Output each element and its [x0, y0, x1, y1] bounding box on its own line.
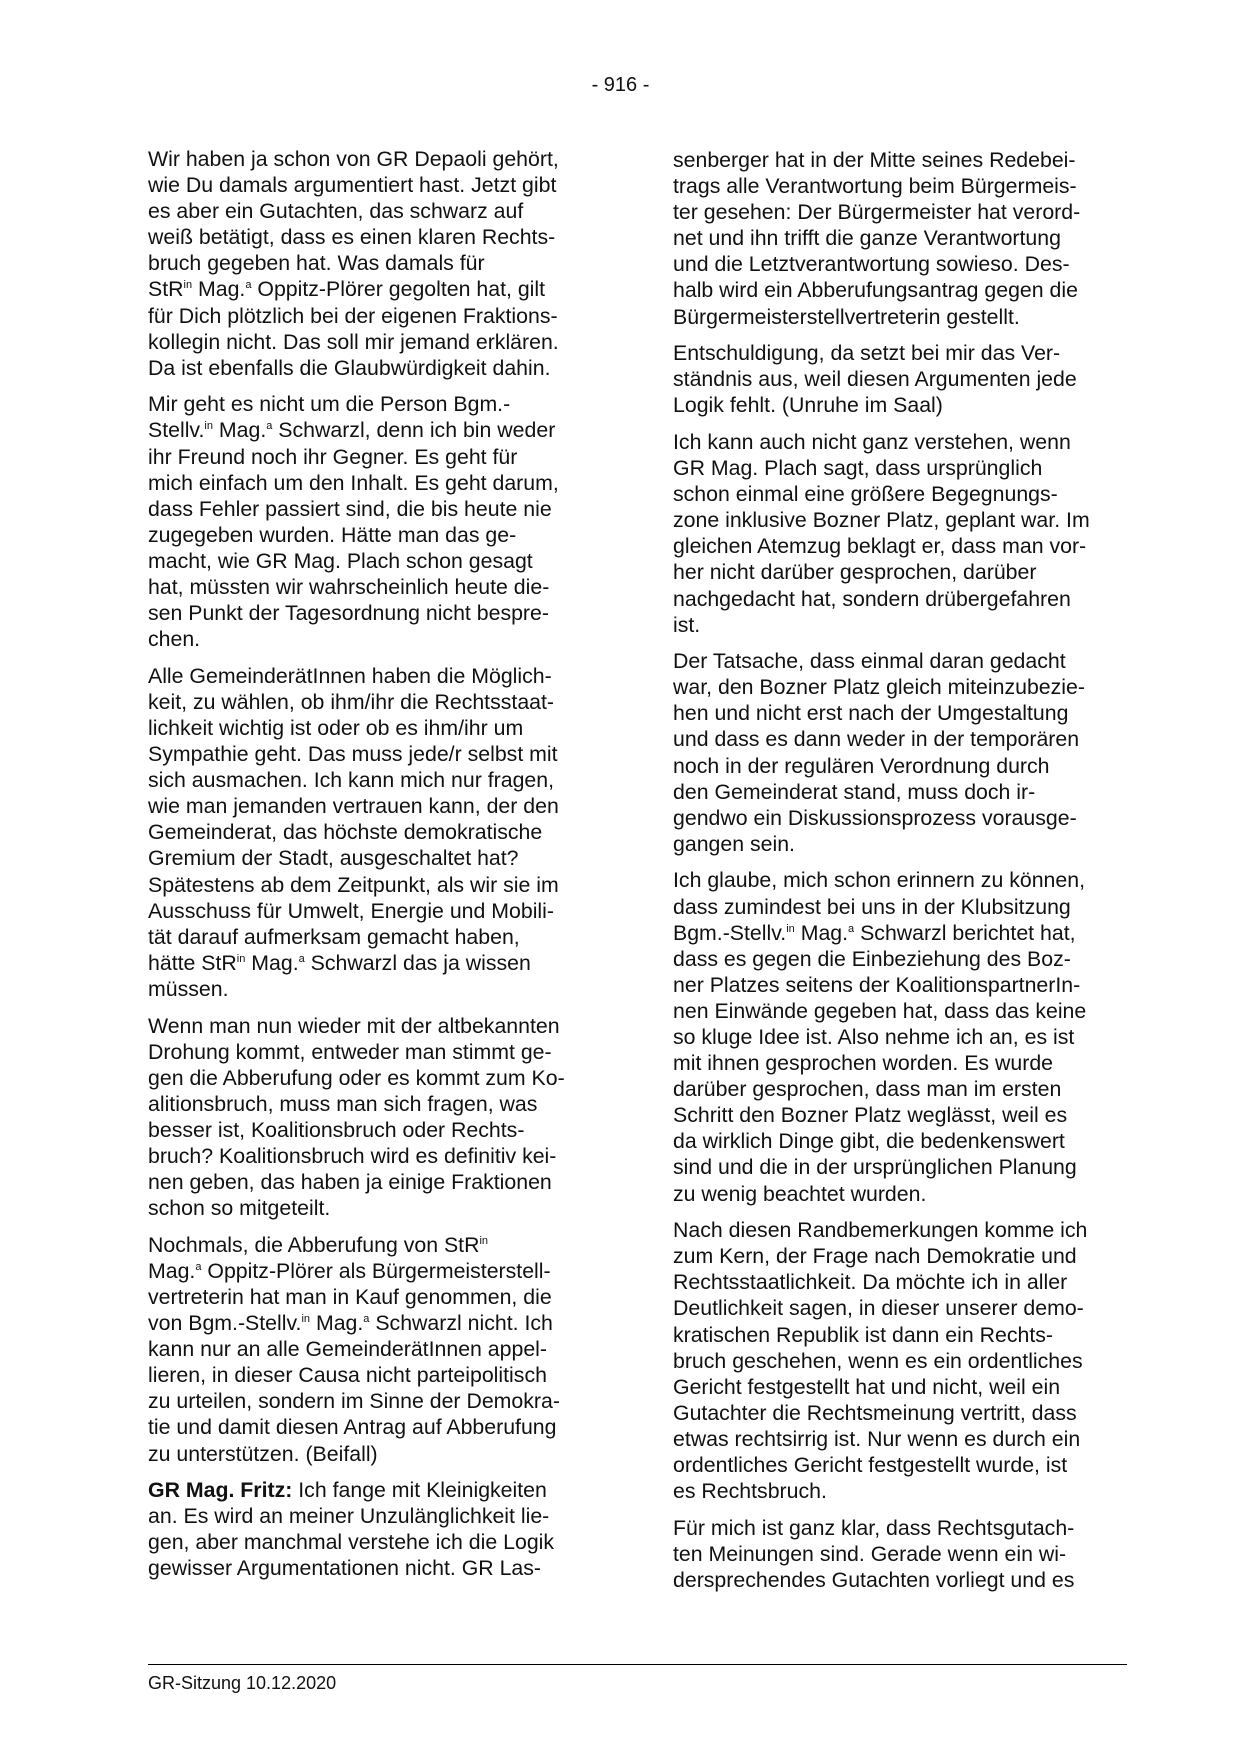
- text-line: keit, zu wählen, ob ihm/ihr die Rechtsstaat-: [148, 689, 555, 714]
- text-line: kollegin nicht. Das soll mir jemand erklären.: [148, 329, 559, 354]
- text-line: sind und die in der ursprünglichen Planung: [673, 1155, 1077, 1180]
- text-line: bruch geschehen, wenn es ein ordentliches: [673, 1348, 1083, 1373]
- text-line: nachgedacht hat, sondern drübergefahren: [673, 586, 1071, 611]
- text-line: ist.: [673, 612, 701, 637]
- text-line: zum Kern, der Frage nach Demokratie und: [673, 1244, 1077, 1269]
- text-line: Gericht festgestellt hat und nicht, weil ein: [673, 1374, 1061, 1399]
- text-line: da wirklich Dinge gibt, die bedenkenswert: [673, 1129, 1065, 1154]
- paragraph: [148, 1477, 600, 1581]
- text-line: dass Fehler passiert sind, die bis heute nie: [148, 496, 552, 521]
- text-line: Wir haben ja schon von GR Depaoli gehört,: [148, 147, 559, 171]
- text-line: Gremium der Stadt, ausgeschaltet hat?: [148, 846, 519, 871]
- text-line: wie man jemanden vertrauen kann, der den: [148, 794, 559, 819]
- paragraph: [148, 1013, 600, 1222]
- text-line: für Dich plötzlich bei der eigenen Fraktions-: [148, 303, 558, 328]
- text-line: Schritt den Bozner Platz weglässt, weil es: [673, 1103, 1068, 1128]
- text-line: Der Tatsache, dass einmal daran gedacht: [673, 649, 1066, 674]
- right-column: [673, 147, 1125, 1603]
- text-line: net und ihn trifft die ganze Verantwortung: [673, 226, 1061, 251]
- text-line: lichkeit wichtig ist oder ob es ihm/ihr um: [148, 715, 524, 740]
- text-line: halb wird ein Abberufungsantrag gegen die: [673, 278, 1078, 303]
- text-line: weiß betätigt, dass es einen klaren Rechts-: [148, 225, 556, 250]
- text-line: schon so mitgeteilt.: [148, 1196, 331, 1221]
- text-line: zu wenig beachtet wurden.: [673, 1181, 927, 1206]
- paragraph: [673, 147, 1125, 330]
- text-line: darüber gesprochen, dass man im ersten: [673, 1077, 1062, 1102]
- paragraph: [673, 1217, 1125, 1504]
- text-line: gewisser Argumentationen nicht. GR Las-: [148, 1556, 542, 1581]
- text-line: besser ist, Koalitionsbruch oder Rechts-: [148, 1117, 525, 1142]
- text-line: war, den Bozner Platz gleich miteinzubezie-: [673, 675, 1085, 700]
- text-line: Gemeinderat, das höchste demokratische: [148, 820, 543, 845]
- text-line: Mir geht es nicht um die Person Bgm.-: [148, 392, 511, 417]
- paragraph: [148, 391, 600, 652]
- text-line: gangen sein.: [673, 831, 795, 856]
- text-line: Ich kann auch nicht ganz verstehen, wenn: [673, 429, 1071, 454]
- text-line: Nochmals, die Abberufung von StR$^{in}$: [148, 1232, 489, 1257]
- text-line: und die Letztverantwortung sowieso. Des-: [673, 252, 1070, 277]
- text-line: ihr Freund noch ihr Gegner. Es geht für: [148, 444, 518, 469]
- text-line: mit ihnen gesprochen worden. Es wurde: [673, 1051, 1054, 1076]
- text-line: hätte StR$^{in}$ Mag.$^a$ Schwarzl das ja wissen: [148, 950, 531, 975]
- text-line: zu urteilen, sondern im Sinne der Demokra-: [148, 1389, 560, 1414]
- text-line: hat, müssten wir wahrscheinlich heute die-: [148, 575, 550, 599]
- text-line: Gutachter die Rechtsmeinung vertritt, dass: [673, 1400, 1077, 1425]
- text-line: Rechtsstaatlichkeit. Da möchte ich in aller: [673, 1270, 1068, 1295]
- text-line: Mag.$^a$ Oppitz-Plörer als Bürgermeisterstell-: [148, 1258, 551, 1283]
- text-line: Entschuldigung, da setzt bei mir das Ver-: [673, 341, 1061, 366]
- text-line: es aber ein Gutachten, das schwarz auf: [148, 199, 524, 224]
- text-line: Ausschuss für Umwelt, Energie und Mobili-: [148, 898, 554, 923]
- left-column: [148, 146, 600, 1592]
- text-line: vertreterin hat man in Kauf genommen, die: [148, 1284, 552, 1309]
- text-line: Wenn man nun wieder mit der altbekannten: [148, 1013, 560, 1038]
- text-line: macht, wie GR Mag. Plach schon gesagt: [148, 548, 533, 573]
- paragraph: [673, 429, 1125, 638]
- text-line: Bgm.-Stellv.$^{in}$ Mag.$^a$ Schwarzl berichtet hat,: [673, 920, 1076, 945]
- text-line: noch in der regulären Verordnung durch: [673, 753, 1050, 778]
- text-line: senberger hat in der Mitte seines Redebei-: [673, 148, 1076, 172]
- text-line: sich ausmachen. Ich kann mich nur fragen,: [148, 768, 555, 793]
- text-line: von Bgm.-Stellv.$^{in}$ Mag.$^a$ Schwarzl nicht. Ich: [148, 1311, 553, 1336]
- text-line: schon einmal eine größere Begegnungs-: [673, 482, 1058, 507]
- paragraph: [148, 146, 600, 381]
- text-line: ständnis aus, weil diesen Argumenten jede: [673, 367, 1077, 392]
- text-line: dass zumindest bei uns in der Klubsitzung: [673, 894, 1071, 919]
- text-line: StR$^{in}$ Mag.$^a$ Oppitz-Plörer gegolten hat, gilt: [148, 277, 546, 302]
- text-line: Für mich ist ganz klar, dass Rechtsgutach-: [673, 1515, 1075, 1540]
- text-line: sen Punkt der Tagesordnung nicht bespre-: [148, 601, 549, 626]
- text-line: bruch? Koalitionsbruch wird es definitiv kei-: [148, 1143, 557, 1168]
- paragraph: [673, 340, 1125, 418]
- text-line: kann nur an alle GemeinderätInnen appel-: [148, 1337, 547, 1362]
- text-line: lieren, in dieser Causa nicht parteipolitisch: [148, 1363, 547, 1388]
- text-line: Alle GemeinderätInnen haben die Möglich-: [148, 663, 552, 688]
- text-line: Stellv.$^{in}$ Mag.$^a$ Schwarzl, denn ich bin weder: [148, 418, 556, 443]
- text-line: trags alle Verantwortung beim Bürgermeis-: [673, 174, 1077, 199]
- text-line: tät darauf aufmerksam gemacht haben,: [148, 924, 520, 949]
- text-line: Deutlichkeit sagen, in dieser unserer demo-: [673, 1296, 1084, 1321]
- text-line: Ich glaube, mich schon erinnern zu können,: [673, 868, 1085, 893]
- text-line: Spätestens ab dem Zeitpunkt, als wir sie im: [148, 872, 559, 897]
- text-line: ter gesehen: Der Bürgermeister hat verord-: [673, 200, 1081, 225]
- text-line: müssen.: [148, 976, 229, 1001]
- text-line: gen die Abberufung oder es kommt zum Ko-: [148, 1065, 565, 1090]
- text-line: an. Es wird an meiner Unzulänglichkeit lie-: [148, 1504, 550, 1529]
- paragraph: [673, 648, 1125, 857]
- text-line: dersprechendes Gutachten vorliegt und es: [673, 1567, 1075, 1592]
- text-line: ner Platzes seitens der KoalitionspartnerIn-: [673, 972, 1081, 997]
- text-line: etwas rechtsirrig ist. Nur wenn es durch ein: [673, 1426, 1081, 1451]
- paragraph: [148, 663, 600, 1002]
- text-line: ordentliches Gericht festgestellt wurde, ist: [673, 1453, 1068, 1477]
- text-line: Bürgermeisterstellvertreterin gestellt.: [673, 304, 1020, 329]
- text-line: dass es gegen die Einbeziehung des Boz-: [673, 946, 1071, 971]
- text-line: und dass es dann weder in der temporären: [673, 727, 1080, 752]
- text-line: Drohung kommt, entweder man stimmt ge-: [148, 1039, 552, 1064]
- text-line: Nach diesen Randbemerkungen komme ich: [673, 1218, 1088, 1243]
- text-line: zu unterstützen. (Beifall): [148, 1441, 378, 1466]
- text-line: alitionsbruch, muss man sich fragen, was: [148, 1091, 538, 1116]
- text-line: zone inklusive Bozner Platz, geplant war. Im: [673, 508, 1090, 533]
- text-line: tie und damit diesen Antrag auf Abberufung: [148, 1415, 557, 1440]
- text-line: Sympathie geht. Das muss jede/r selbst mit: [148, 742, 558, 767]
- paragraph: [148, 1232, 600, 1467]
- page-number: - 916 -: [591, 74, 650, 96]
- footer-session-date: GR-Sitzung 10.12.2020: [148, 1673, 337, 1693]
- text-line: GR Mag. Fritz: Ich fange mit Kleinigkeiten: [148, 1478, 547, 1503]
- text-line: nen Einwände gegeben hat, dass das keine: [673, 998, 1087, 1023]
- text-line: mich einfach um den Inhalt. Es geht darum,: [148, 470, 559, 495]
- text-line: chen.: [148, 627, 201, 652]
- text-line: den Gemeinderat stand, muss doch ir-: [673, 779, 1036, 804]
- text-line: zugegeben wurden. Hätte man das ge-: [148, 522, 517, 547]
- text-line: hen und nicht erst nach der Umgestaltung: [673, 701, 1069, 726]
- text-line: wie Du damals argumentiert hast. Jetzt gibt: [148, 173, 557, 198]
- text-line: Da ist ebenfalls die Glaubwürdigkeit dahin.: [148, 355, 551, 380]
- text-line: so kluge Idee ist. Also nehme ich an, es ist: [673, 1025, 1075, 1049]
- text-line: kratischen Republik ist dann ein Rechts-: [673, 1322, 1053, 1347]
- text-line: gen, aber manchmal verstehe ich die Logik: [148, 1530, 555, 1555]
- text-line: her nicht darüber gesprochen, darüber: [673, 560, 1037, 585]
- text-line: bruch gegeben hat. Was damals für: [148, 251, 485, 276]
- text-line: nen geben, das haben ja einige Fraktionen: [148, 1170, 552, 1195]
- footer-divider: [148, 1664, 1127, 1665]
- text-line: gleichen Atemzug beklagt er, dass man vor-: [673, 534, 1087, 559]
- paragraph: [673, 867, 1125, 1206]
- paragraph: [673, 1515, 1125, 1593]
- text-line: ten Meinungen sind. Gerade wenn ein wi-: [673, 1541, 1067, 1566]
- text-line: gendwo ein Diskussionsprozess vorausge-: [673, 805, 1077, 830]
- text-line: GR Mag. Plach sagt, dass ursprünglich: [673, 456, 1043, 481]
- speaker-label: GR Mag. Fritz:: [148, 1478, 293, 1503]
- text-line: Logik fehlt. (Unruhe im Saal): [673, 393, 943, 418]
- text-line: es Rechtsbruch.: [673, 1479, 827, 1504]
